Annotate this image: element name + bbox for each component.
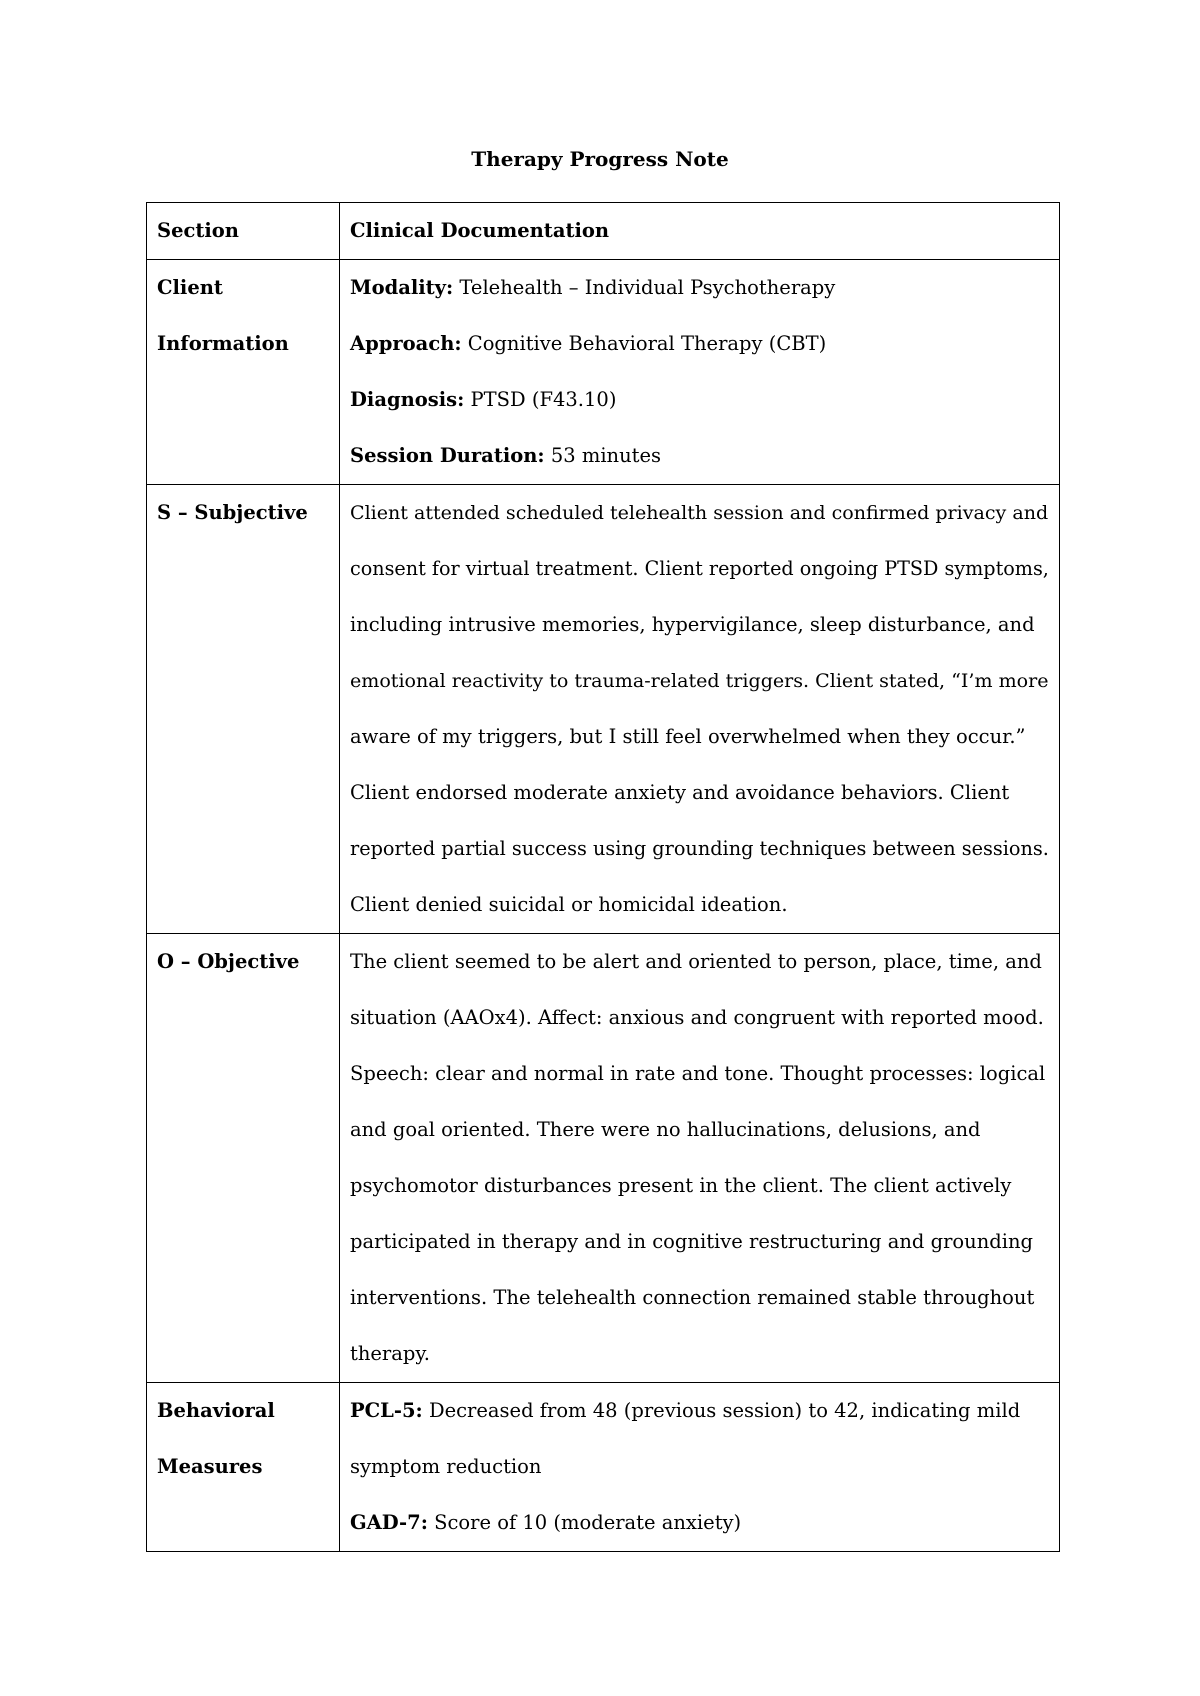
diagnosis-label: Diagnosis: [350, 388, 465, 411]
behavioral-measures-label-cell [147, 1383, 340, 1552]
objective-line: The client seemed to be alert and oriented to person, place, time, and [350, 950, 1042, 973]
objective-content-cell [340, 934, 1060, 1383]
approach-value: Cognitive Behavioral Therapy (CBT) [461, 332, 827, 355]
diagnosis-field [350, 372, 1049, 428]
objective-line: and goal oriented. There were no hallucinations, delusions, and [350, 1118, 981, 1141]
objective-label: O – Objective [157, 950, 300, 973]
subjective-line: including intrusive memories, hypervigilance, sleep disturbance, and [350, 613, 1035, 636]
progress-note-table [146, 202, 1060, 1552]
session-duration-label: Session Duration: [350, 444, 545, 467]
behavioral-measures-label-line1: Behavioral [157, 1399, 275, 1422]
session-duration-field [350, 428, 1049, 484]
modality-value: Telehealth – Individual Psychotherapy [453, 276, 836, 299]
objective-line: situation (AAOx4). Affect: anxious and congruent with reported mood. [350, 1006, 1044, 1029]
client-information-label-line2: Information [157, 332, 289, 355]
subjective-row [147, 485, 1060, 934]
document-title: Therapy Progress Note [471, 147, 729, 171]
table-header-row [147, 203, 1060, 260]
client-information-label-line1: Client [157, 276, 223, 299]
session-duration-value: 53 minutes [544, 444, 662, 467]
behavioral-measures-label-line2: Measures [157, 1455, 263, 1478]
diagnosis-value: PTSD (F43.10) [464, 388, 617, 411]
client-information-content-cell [340, 260, 1060, 485]
subjective-line: Client denied suicidal or homicidal ideation. [350, 893, 788, 916]
client-information-row [147, 260, 1060, 485]
client-information-label-cell [147, 260, 340, 485]
pcl5-measure [350, 1383, 1049, 1439]
approach-label: Approach: [350, 332, 462, 355]
modality-field [350, 260, 1049, 316]
behavioral-measures-content-cell [340, 1383, 1060, 1552]
subjective-line: Client endorsed moderate anxiety and avoidance behaviors. Client [350, 781, 1010, 804]
pcl5-value-continued: symptom reduction [350, 1455, 542, 1478]
approach-field [350, 316, 1049, 372]
objective-line: participated in therapy and in cognitive restructuring and grounding [350, 1230, 1034, 1253]
modality-label: Modality: [350, 276, 454, 299]
behavioral-measures-row [147, 1383, 1060, 1552]
subjective-line: emotional reactivity to trauma-related triggers. Client stated, “I’m more [350, 670, 1049, 692]
section-header-text: Section [157, 219, 239, 242]
gad7-label: GAD-7: [350, 1511, 428, 1534]
subjective-line: aware of my triggers, but I still feel overwhelmed when they occur.” [350, 725, 1026, 748]
subjective-content-cell [340, 485, 1060, 934]
objective-label-cell [147, 934, 340, 1383]
subjective-label: S – Subjective [157, 501, 308, 524]
objective-row [147, 934, 1060, 1383]
objective-line: interventions. The telehealth connection remained stable throughout [350, 1286, 1035, 1309]
documentation-column-header [340, 203, 1060, 260]
objective-line: psychomotor disturbances present in the client. The client actively [350, 1174, 1012, 1197]
subjective-line: consent for virtual treatment. Client reported ongoing PTSD symptoms, [350, 557, 1049, 580]
subjective-line: Client attended scheduled telehealth session and confirmed privacy and [350, 502, 1049, 524]
gad7-value: Score of 10 (moderate anxiety) [427, 1511, 742, 1534]
subjective-line: reported partial success using grounding techniques between sessions. [350, 837, 1049, 860]
subjective-label-cell [147, 485, 340, 934]
gad7-measure [350, 1495, 1049, 1551]
documentation-header-text: Clinical Documentation [350, 219, 610, 242]
objective-line: Speech: clear and normal in rate and tone. Thought processes: logical [350, 1062, 1046, 1085]
pcl5-label: PCL-5: [350, 1399, 423, 1422]
pcl5-value: Decreased from 48 (previous session) to 42, indicating mild [422, 1399, 1021, 1422]
objective-line: therapy. [350, 1342, 430, 1365]
section-column-header [147, 203, 340, 260]
